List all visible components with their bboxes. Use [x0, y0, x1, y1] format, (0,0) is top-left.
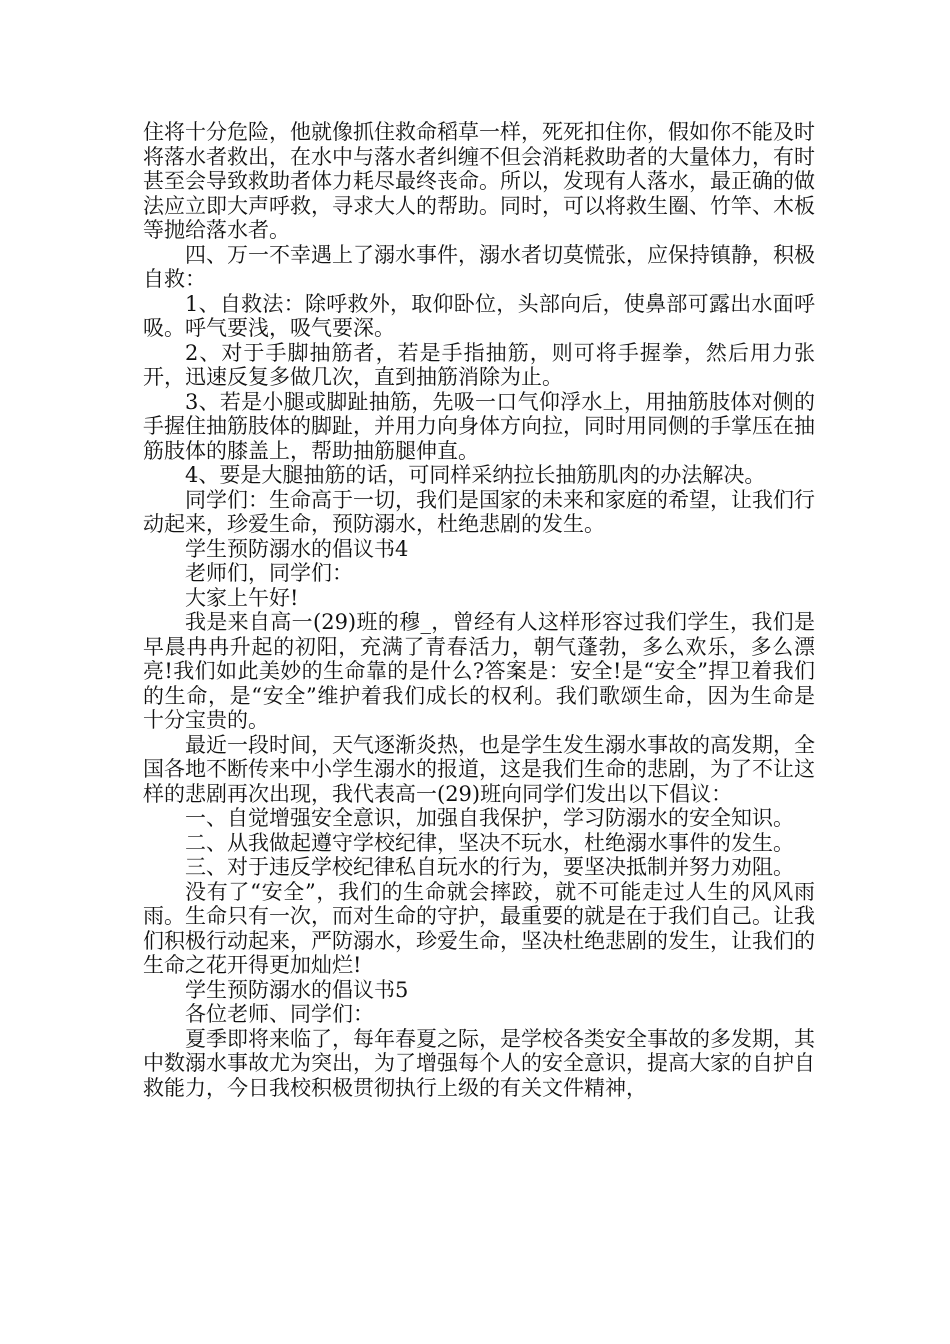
paragraph-conclusion: 没有了“安全”，我们的生命就会摔跤，就不可能走过人生的风风雨雨。生命只有一次，而对生命的守护，最重要的就是在于我们自己。让我们积极行动起来，严防溺水，珍爱生命，坚决杜绝悲剧的发生，让我们的生命之花开得更加灿烂! — [143, 879, 815, 977]
paragraph-calf-cramp: 3、若是小腿或脚趾抽筋，先吸一口气仰浮水上，用抽筋肢体对侧的手握住抽筋肢体的脚趾，并用力向身体方向拉，同时用同侧的手掌压在抽筋肢体的膝盖上，帮助抽筋腿伸直。 — [143, 389, 815, 463]
paragraph-hand-cramp: 2、对于手脚抽筋者，若是手指抽筋，则可将手握拳，然后用力张开，迅速反复多做几次，直到抽筋消除为止。 — [143, 340, 815, 389]
paragraph-closing-appeal: 同学们：生命高于一切，我们是国家的未来和家庭的希望，让我们行动起来，珍爱生命，预防溺水，杜绝悲剧的发生。 — [143, 487, 815, 536]
salutation: 各位老师、同学们： — [185, 1002, 374, 1026]
section-heading-4: 学生预防溺水的倡议书4 — [185, 536, 409, 561]
paragraph-thigh-cramp: 4、要是大腿抽筋的话，可同样采纳拉长抽筋肌肉的办法解决。 — [185, 463, 766, 487]
section-heading-5: 学生预防溺水的倡议书5 — [185, 977, 409, 1002]
salutation: 老师们，同学们： — [185, 561, 353, 585]
document-body — [143, 120, 815, 1100]
paragraph-summer-intro: 夏季即将来临了，每年春夏之际，是学校各类安全事故的多发期，其中数溺水事故尤为突出，为了增强每个人的安全意识，提高大家的自护自救能力，今日我校积极贯彻执行上级的有关文件精神， — [143, 1026, 815, 1100]
paragraph-continuation: 住将十分危险，他就像抓住救命稻草一样，死死扣住你，假如你不能及时将落水者救出，在水中与落水者纠缠不但会消耗救助者的大量体力，有时甚至会导致救助者体力耗尽最终丧命。所以，发现有人落水，最正确的做法应立即大声呼救，寻求大人的帮助。同时，可以将救生圈、竹竿、木板等抛给落水者。 — [143, 120, 815, 242]
paragraph-point-four: 四、万一不幸遇上了溺水事件，溺水者切莫慌张，应保持镇静，积极自救： — [143, 242, 815, 291]
paragraph-self-rescue: 1、自救法：除呼救外，取仰卧位，头部向后，使鼻部可露出水面呼吸。呼气要浅，吸气要深。 — [143, 291, 815, 340]
proposal-item-1: 一、自觉增强安全意识，加强自我保护，学习防溺水的安全知识。 — [185, 806, 794, 830]
paragraph-context: 最近一段时间，天气逐渐炎热，也是学生发生溺水事故的高发期，全国各地不断传来中小学生溺水的报道，这是我们生命的悲剧，为了不让这样的悲剧再次出现，我代表高一(29)班向同学们发出以下倡议： — [143, 732, 815, 806]
proposal-item-3: 三、对于违反学校纪律私自玩水的行为，要坚决抵制并努力劝阻。 — [185, 855, 794, 879]
paragraph-introduction: 我是来自高一(29)班的穆_，曾经有人这样形容过我们学生，我们是早晨冉冉升起的初阳，充满了青春活力，朝气蓬勃，多么欢乐，多么漂亮!我们如此美妙的生命靠的是什么?答案是：安全!是“安全”捍卫着我们的生命，是“安全”维护着我们成长的权利。我们歌颂生命，因为生命是十分宝贵的。 — [143, 610, 815, 732]
greeting: 大家上午好! — [185, 585, 299, 610]
proposal-item-2: 二、从我做起遵守学校纪律，坚决不玩水，杜绝溺水事件的发生。 — [185, 830, 794, 855]
